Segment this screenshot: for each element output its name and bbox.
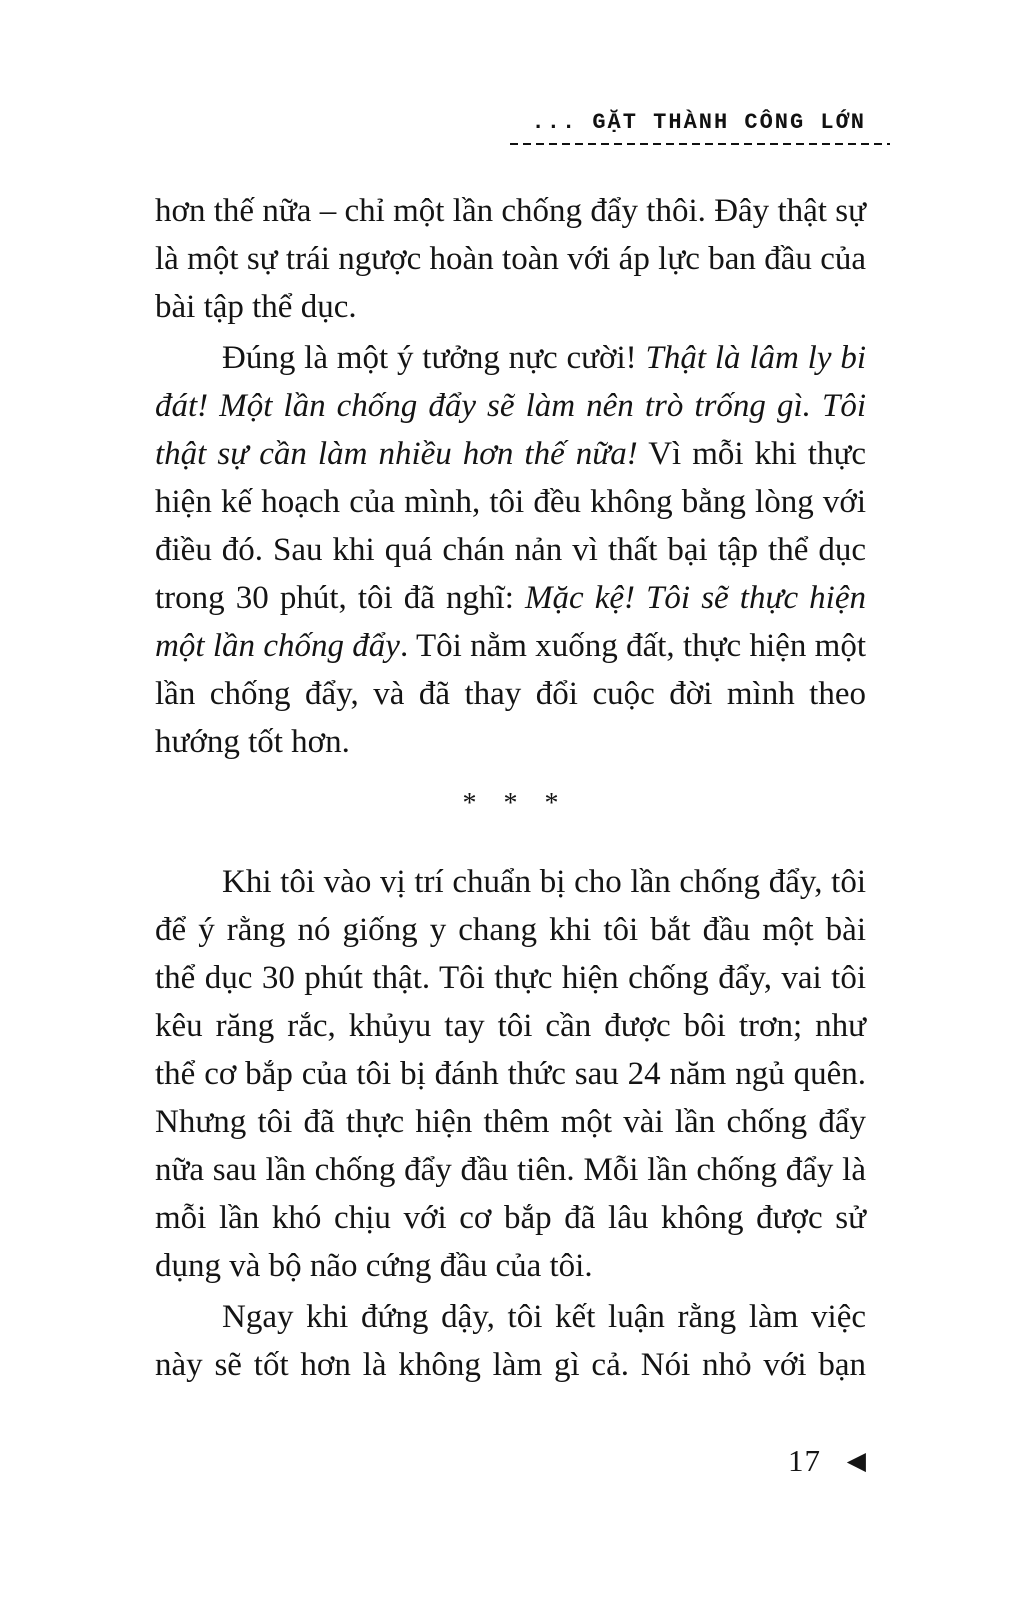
italic-text-run: Thật là lâm ly bi đát! Một lần chống đẩy sẽ làm nên trò trống gì. Tôi thật sự cần làm nhiều hơn thế nữa! — [155, 340, 866, 472]
page-footer — [155, 1443, 866, 1479]
italic-text-run: Mặc kệ! Tôi sẽ thực hiện một lần chống đẩy — [155, 580, 866, 664]
page-number: 17 — [788, 1443, 822, 1478]
section-break: * * * — [462, 788, 569, 819]
running-header — [155, 110, 866, 145]
paragraph — [155, 334, 866, 766]
paragraph — [155, 187, 866, 331]
text-run: Khi tôi vào vị trí chuẩn bị cho lần chống đẩy, tôi để ý rằng nó giống y chang khi tôi bắt đầu một bài thể dục 30 phút thật. Tôi thực hiện chống đẩy, vai tôi kêu răng rắc, khủyu tay tôi cần được bôi trơn; như thể cơ bắp của tôi bị đánh thức sau 24 năm ngủ quên. Nhưng tôi đã thực hiện thêm một vài lần chống đẩy nữa sau lần chống đẩy đầu tiên. Mỗi lần chống đẩy là mỗi lần khó chịu với cơ bắp đã lâu không được sử dụng và bộ não cứng đầu của tôi. — [155, 864, 866, 1284]
paragraph — [155, 858, 866, 1290]
paragraph — [155, 1293, 866, 1389]
text-run: hơn thế nữa – chỉ một lần chống đẩy thôi. Đây thật sự là một sự trái ngược hoàn toàn với áp lực ban đầu của bài tập thể dục. — [155, 193, 866, 325]
text-run: . Tôi nằm xuống đất, thực hiện một lần chống đẩy, và đã thay đổi cuộc đời mình theo hướng tốt hơn. — [155, 628, 867, 760]
text-run: Đúng là một ý tưởng nực cười! — [222, 340, 646, 376]
back-arrow-icon: ◀ — [846, 1446, 866, 1475]
text-run: Vì mỗi khi thực hiện kế hoạch của mình, tôi đều không bằng lòng với điều đó. Sau khi quá chán nản vì thất bại tập thể dục trong 30 phút, tôi đã nghĩ: — [155, 436, 866, 616]
dashed-underline — [510, 143, 890, 145]
chapter-header-title: ... GẶT THÀNH CÔNG LỚN — [531, 110, 866, 135]
page-body — [155, 187, 866, 1389]
text-run: Ngay khi đứng dậy, tôi kết luận rằng làm việc này sẽ tốt hơn là không làm gì cả. Nói nhỏ với bạn — [155, 1299, 866, 1383]
